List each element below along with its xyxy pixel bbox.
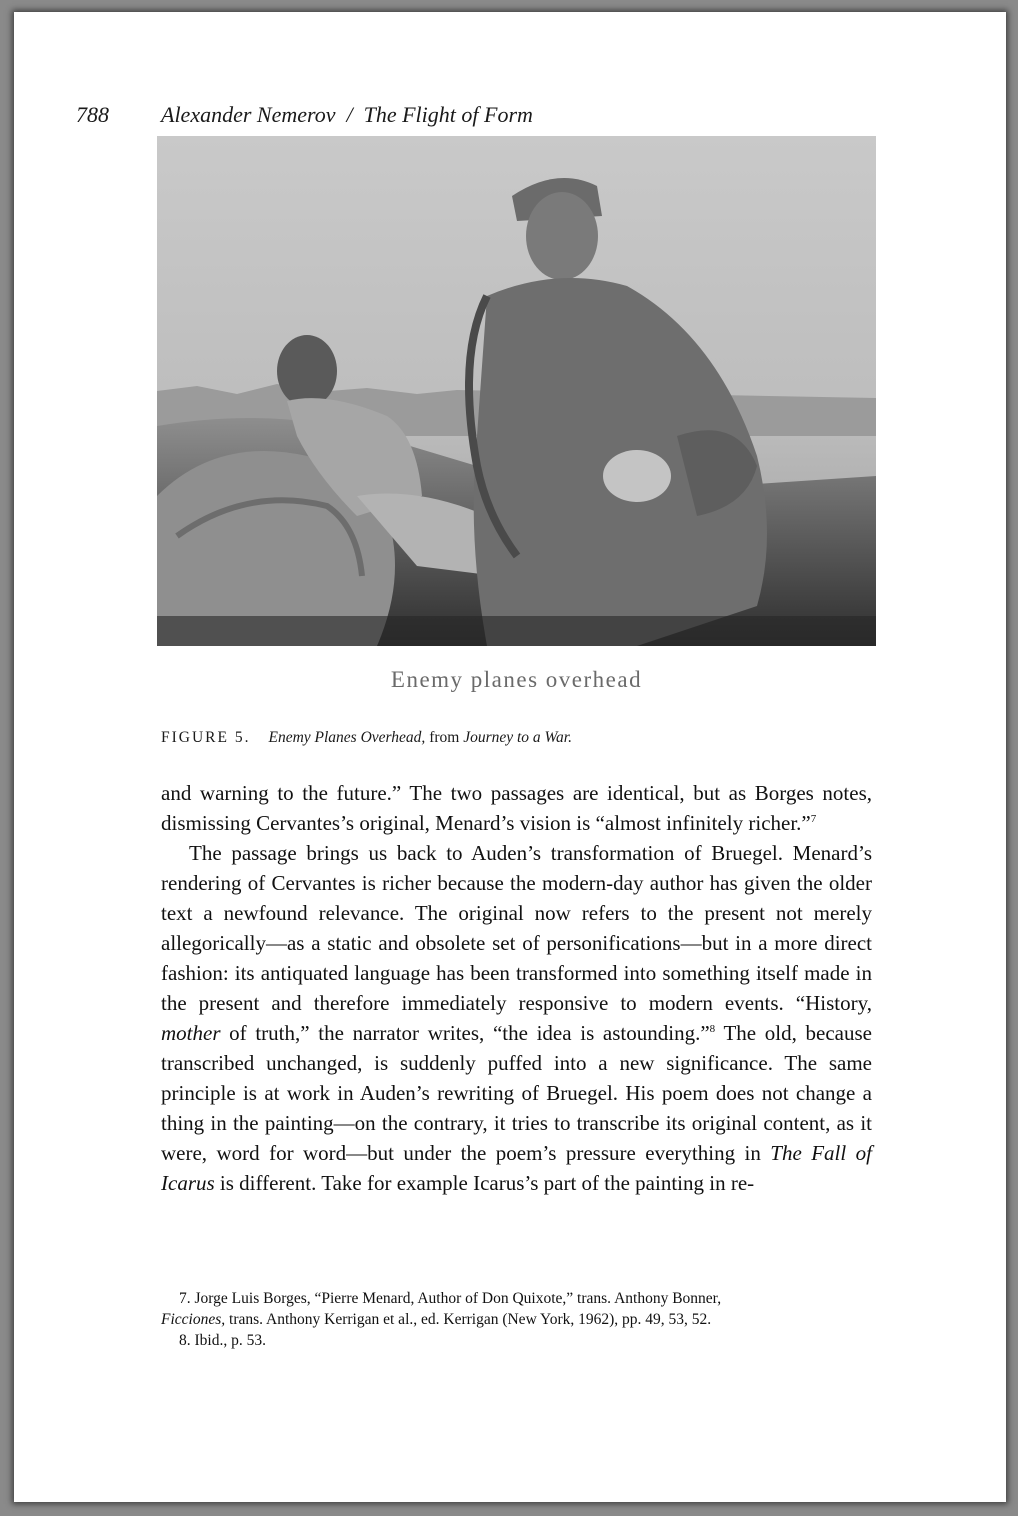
paragraph-2-text-a: The passage brings us back to Auden’s transformation of Bruegel. Menard’s rendering of Cervantes is richer because the modern-day author has given the older text a newfound relevance. The original now refers to the present not merely allegorically—as a static and obsolete set of personifications—but in a more direct fashion: its antiquated language has been transformed into something itself made in the present and therefore immediately responsive to modern events. “History,: [161, 841, 872, 1015]
paragraph-2-italic-mother: mother: [161, 1021, 221, 1045]
paragraph-2-text-c: The old, because transcribed unchanged, is suddenly puffed into a new significance. The same principle is at work in Auden’s rewriting of Bruegel. His poem does not change a thing in the painting—on the contrary, it tries to transcribe its original content, as it were, word for word—but under the poem’s pressure everything in: [161, 1021, 873, 1165]
figure-from: from: [425, 729, 464, 746]
figure-source: Journey to a War.: [463, 729, 572, 746]
paragraph-2-text-b: of truth,” the narrator writes, “the idea is astounding.”: [220, 1021, 710, 1045]
paragraph-2-text-d: is different. Take for example Icarus’s part of the painting in re-: [214, 1171, 755, 1195]
paragraph-2-italic-title: The Fall of Icarus: [161, 1141, 872, 1195]
footnote-7-rest: trans. Anthony Kerrigan et al., ed. Kerrigan (New York, 1962), pp. 49, 53, 52.: [225, 1311, 712, 1328]
photograph-illustration: [157, 136, 876, 646]
footnote-7-line-2: [161, 1309, 872, 1330]
paragraph-2: [161, 838, 872, 1198]
page-number: 788: [76, 102, 109, 127]
footnote-8: 8. Ibid., p. 53.: [179, 1332, 266, 1349]
footnote-7-line-1: 7. Jorge Luis Borges, “Pierre Menard, Author of Don Quixote,” trans. Anthony Bonner,: [179, 1290, 722, 1307]
book-page: [14, 12, 1006, 1502]
photo-printed-caption: Enemy planes overhead: [390, 667, 643, 692]
note-ref-8: 8: [709, 1023, 716, 1035]
footnote-7-italic: Ficciones,: [161, 1311, 226, 1328]
figure-caption: [161, 729, 881, 747]
footnotes: [161, 1288, 872, 1351]
figure-title: Enemy Planes Overhead,: [268, 729, 426, 746]
paragraph-1: [161, 778, 872, 838]
note-ref-7: 7: [810, 813, 817, 825]
body-text: [161, 778, 872, 1198]
page-header: [14, 102, 1006, 132]
paragraph-1-text: and warning to the future.” The two passages are identical, but as Borges notes, dismissing Cervantes’s original, Menard’s vision is “almost infinitely richer.”: [161, 781, 872, 835]
running-head: Alexander Nemerov / The Flight of Form: [161, 102, 533, 127]
figure-label: FIGURE 5.: [161, 729, 251, 746]
figure-photograph: [157, 136, 876, 646]
